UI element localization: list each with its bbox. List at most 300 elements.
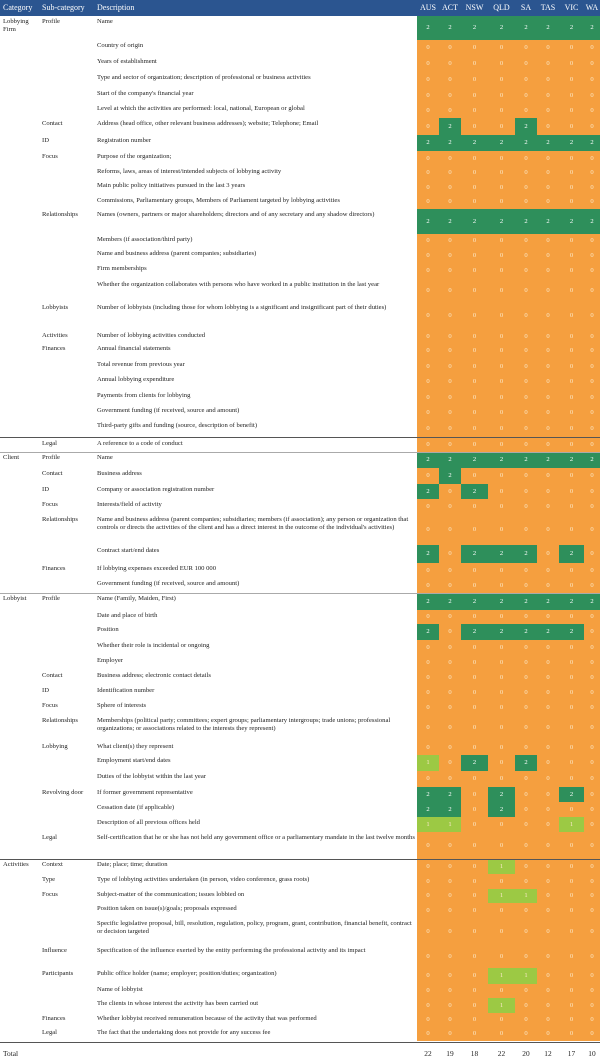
value-cell: 0 — [584, 374, 600, 390]
row-description: Members (if association/third party) — [97, 236, 193, 243]
value-cell: 0 — [537, 405, 559, 420]
value-cell: 0 — [439, 610, 461, 624]
value-cell: 0 — [439, 563, 461, 578]
header-col-wa: WA — [585, 3, 599, 12]
value-cell: 0 — [488, 302, 515, 330]
value-cell: 0 — [461, 151, 488, 166]
value-cell: 0 — [488, 151, 515, 166]
value-cell: 0 — [417, 234, 439, 248]
value-cell: 0 — [537, 563, 559, 578]
section-divider — [0, 1042, 600, 1043]
value-cell: 2 — [488, 135, 515, 151]
value-cell: 2 — [439, 593, 461, 610]
value-cell: 0 — [488, 390, 515, 405]
value-cell: 0 — [537, 234, 559, 248]
value-cell: 0 — [488, 88, 515, 103]
row-subcategory: ID — [42, 687, 49, 694]
value-cell: 0 — [417, 248, 439, 263]
value-cell: 0 — [439, 741, 461, 755]
value-cell: 0 — [584, 151, 600, 166]
value-cell: 0 — [584, 40, 600, 56]
value-cell: 0 — [417, 715, 439, 741]
value-cell: 0 — [537, 343, 559, 359]
header-col-qld: QLD — [493, 3, 510, 12]
table-header — [0, 0, 600, 16]
value-cell: 1 — [439, 817, 461, 832]
value-cell: 0 — [559, 420, 584, 438]
value-cell: 0 — [461, 655, 488, 670]
value-cell: 0 — [584, 903, 600, 918]
value-cell: 0 — [515, 279, 537, 302]
value-cell: 0 — [559, 610, 584, 624]
value-cell: 0 — [439, 859, 461, 874]
value-cell: 0 — [584, 787, 600, 802]
value-cell: 0 — [461, 330, 488, 343]
row-description: Employer — [97, 657, 124, 664]
row-subcategory: Type — [42, 876, 56, 883]
value-cell: 0 — [488, 438, 515, 452]
value-cell: 0 — [537, 1013, 559, 1027]
value-cell: 0 — [488, 330, 515, 343]
value-cell: 0 — [537, 279, 559, 302]
value-cell: 0 — [417, 103, 439, 118]
value-cell: 0 — [559, 578, 584, 593]
value-cell: 2 — [488, 593, 515, 610]
value-cell: 0 — [488, 359, 515, 374]
value-cell: 0 — [488, 56, 515, 72]
value-cell: 0 — [584, 889, 600, 903]
value-cell: 2 — [461, 593, 488, 610]
value-cell: 0 — [584, 700, 600, 715]
row-description: What client(s) they represent — [97, 743, 174, 750]
row-description: Cessation date (if applicable) — [97, 804, 175, 811]
value-cell: 0 — [537, 968, 559, 984]
value-cell: 0 — [461, 984, 488, 998]
value-cell: 0 — [515, 359, 537, 374]
value-cell: 0 — [584, 420, 600, 438]
row-description: Whether their role is incidental or ongoing — [97, 642, 210, 649]
value-cell: 0 — [461, 359, 488, 374]
value-cell: 0 — [461, 640, 488, 655]
value-cell: 0 — [417, 390, 439, 405]
value-cell: 2 — [559, 452, 584, 468]
value-cell: 0 — [537, 610, 559, 624]
value-cell: 0 — [417, 180, 439, 195]
value-cell: 0 — [488, 984, 515, 998]
value-cell: 0 — [461, 234, 488, 248]
row-description: Name — [97, 454, 113, 461]
value-cell: 0 — [515, 88, 537, 103]
value-cell: 0 — [559, 72, 584, 88]
row-description: If lobbying expenses exceeded EUR 100 000 — [97, 565, 217, 572]
value-cell: 0 — [537, 88, 559, 103]
row-category: Lobbying Firm — [3, 18, 29, 33]
value-cell: 0 — [417, 151, 439, 166]
value-cell: 0 — [417, 359, 439, 374]
value-cell: 0 — [417, 166, 439, 180]
value-cell: 0 — [537, 998, 559, 1013]
row-description: Type of lobbying activities undertaken (in person, video conference, grass roots) — [97, 876, 310, 883]
value-cell: 0 — [439, 903, 461, 918]
row-subcategory: Focus — [42, 153, 58, 160]
value-cell: 0 — [584, 1013, 600, 1027]
row-description: The clients in whose interest the activity has been carried out — [97, 1000, 259, 1007]
value-cell: 0 — [461, 998, 488, 1013]
value-cell: 0 — [461, 832, 488, 859]
value-cell: 0 — [559, 468, 584, 484]
row-description: Name and business address (parent companies; subsidiaries; members (if association); any person or organization that controls or directs the activities of the client and has a direct interest in the outcome of the individual's activities) — [97, 516, 409, 531]
row-subcategory: Participants — [42, 970, 74, 977]
value-cell: 0 — [584, 802, 600, 817]
value-cell: 0 — [559, 234, 584, 248]
value-cell: 0 — [537, 655, 559, 670]
value-cell: 0 — [584, 56, 600, 72]
row-description: Sphere of interests — [97, 702, 147, 709]
row-description: Government funding (if received, source and amount) — [97, 407, 240, 414]
value-cell: 0 — [515, 72, 537, 88]
value-cell: 0 — [584, 832, 600, 859]
value-cell: 0 — [461, 670, 488, 685]
value-cell: 2 — [515, 624, 537, 640]
value-cell: 0 — [439, 655, 461, 670]
value-cell: 0 — [439, 374, 461, 390]
value-cell: 0 — [584, 984, 600, 998]
value-cell: 1 — [417, 755, 439, 771]
row-description: Company or association registration number — [97, 486, 215, 493]
value-cell: 0 — [515, 685, 537, 700]
value-cell: 0 — [439, 771, 461, 787]
value-cell: 0 — [584, 874, 600, 889]
value-cell: 0 — [439, 56, 461, 72]
row-subcategory: Contact — [42, 672, 63, 679]
value-cell: 0 — [461, 405, 488, 420]
value-cell: 0 — [461, 438, 488, 452]
total-value: 19 — [446, 1049, 454, 1058]
row-description: Name of lobbyist — [97, 986, 143, 993]
value-cell: 0 — [439, 889, 461, 903]
value-cell: 0 — [559, 330, 584, 343]
row-description: Identification number — [97, 687, 155, 694]
value-cell: 0 — [537, 374, 559, 390]
value-cell: 0 — [439, 103, 461, 118]
row-subcategory: Focus — [42, 702, 58, 709]
row-description: Payments from clients for lobbying — [97, 392, 191, 399]
total-value: 18 — [470, 1049, 479, 1058]
value-cell: 2 — [461, 16, 488, 40]
value-cell: 0 — [584, 234, 600, 248]
value-cell: 0 — [584, 499, 600, 514]
value-cell: 0 — [439, 700, 461, 715]
value-cell: 0 — [417, 968, 439, 984]
row-subcategory: Relationships — [42, 717, 78, 724]
value-cell: 0 — [515, 438, 537, 452]
value-cell: 0 — [559, 374, 584, 390]
value-cell: 0 — [559, 1013, 584, 1027]
row-description: Annual lobbying expenditure — [97, 376, 175, 383]
value-cell: 0 — [439, 945, 461, 968]
value-cell: 0 — [559, 945, 584, 968]
value-cell: 0 — [559, 968, 584, 984]
value-cell: 0 — [461, 499, 488, 514]
value-cell: 0 — [584, 279, 600, 302]
value-cell: 0 — [417, 832, 439, 859]
section-divider — [0, 859, 600, 860]
value-cell: 0 — [559, 180, 584, 195]
header-col-nsw: NSW — [465, 3, 484, 12]
value-cell: 1 — [515, 968, 537, 984]
value-cell: 0 — [488, 279, 515, 302]
value-cell: 0 — [559, 151, 584, 166]
row-subcategory: Finances — [42, 565, 66, 572]
value-cell: 0 — [488, 817, 515, 832]
value-cell: 2 — [439, 209, 461, 234]
value-cell: 0 — [559, 263, 584, 279]
value-cell: 1 — [488, 968, 515, 984]
value-cell: 0 — [461, 918, 488, 945]
value-cell: 1 — [559, 817, 584, 832]
value-cell: 0 — [515, 40, 537, 56]
value-cell: 2 — [439, 135, 461, 151]
value-cell: 0 — [537, 40, 559, 56]
value-cell: 0 — [439, 420, 461, 438]
value-cell: 0 — [439, 484, 461, 499]
value-cell: 2 — [584, 452, 600, 468]
value-cell: 0 — [488, 945, 515, 968]
total-value: 22 — [424, 1049, 432, 1058]
value-cell: 0 — [584, 248, 600, 263]
value-cell: 0 — [417, 374, 439, 390]
value-cell: 0 — [559, 563, 584, 578]
row-subcategory: Legal — [42, 440, 58, 447]
value-cell: 0 — [559, 248, 584, 263]
row-subcategory: Focus — [42, 891, 58, 898]
value-cell: 0 — [559, 685, 584, 700]
value-cell: 2 — [584, 16, 600, 40]
row-description: Type and sector of organization; description of professional or business activities — [97, 74, 311, 81]
value-cell: 0 — [537, 180, 559, 195]
value-cell: 2 — [559, 787, 584, 802]
value-cell: 0 — [461, 817, 488, 832]
value-cell: 0 — [439, 263, 461, 279]
value-cell: 1 — [488, 998, 515, 1013]
row-subcategory: Profile — [42, 18, 60, 25]
value-cell: 0 — [584, 755, 600, 771]
value-cell: 0 — [417, 279, 439, 302]
value-cell: 0 — [439, 234, 461, 248]
row-description: Specification of the influence exerted by the entity performing the professional activity and its impact — [97, 947, 366, 954]
value-cell: 0 — [537, 56, 559, 72]
value-cell: 0 — [461, 374, 488, 390]
row-description: Government funding (if received, source and amount) — [97, 580, 240, 587]
row-description: Name — [97, 18, 113, 25]
value-cell: 2 — [559, 624, 584, 640]
row-description: Name (Family, Maiden, First) — [97, 595, 176, 602]
value-cell: 0 — [515, 563, 537, 578]
value-cell: 0 — [515, 514, 537, 545]
value-cell: 0 — [515, 700, 537, 715]
value-cell: 0 — [584, 578, 600, 593]
row-subcategory: Context — [42, 861, 63, 868]
value-cell: 0 — [515, 578, 537, 593]
section-divider — [0, 437, 600, 438]
value-cell: 0 — [559, 984, 584, 998]
value-cell: 0 — [515, 859, 537, 874]
value-cell: 0 — [461, 56, 488, 72]
value-cell: 2 — [559, 593, 584, 610]
row-description: The fact that the undertaking does not provide for any success fee — [97, 1029, 271, 1036]
value-cell: 0 — [488, 1013, 515, 1027]
value-cell: 0 — [461, 180, 488, 195]
value-cell: 0 — [461, 903, 488, 918]
value-cell: 0 — [439, 390, 461, 405]
value-cell: 0 — [515, 343, 537, 359]
value-cell: 0 — [417, 685, 439, 700]
row-subcategory: Legal — [42, 834, 58, 841]
value-cell: 0 — [417, 195, 439, 209]
value-cell: 0 — [417, 468, 439, 484]
value-cell: 0 — [584, 918, 600, 945]
value-cell: 0 — [559, 405, 584, 420]
row-description: Subject-matter of the communication; issues lobbied on — [97, 891, 245, 898]
value-cell: 0 — [537, 263, 559, 279]
value-cell: 0 — [537, 859, 559, 874]
value-cell: 0 — [537, 499, 559, 514]
row-subcategory: Finances — [42, 345, 66, 352]
value-cell: 0 — [488, 640, 515, 655]
row-description: A reference to a code of conduct — [97, 440, 183, 447]
value-cell: 0 — [537, 118, 559, 135]
row-subcategory: Revolving door — [42, 789, 84, 796]
value-cell: 2 — [417, 545, 439, 563]
value-cell: 1 — [488, 889, 515, 903]
value-cell: 0 — [515, 984, 537, 998]
row-subcategory: ID — [42, 137, 49, 144]
value-cell: 0 — [417, 302, 439, 330]
row-description: Years of establishment — [97, 58, 157, 65]
value-cell: 0 — [559, 715, 584, 741]
row-description: Number of lobbying activities conducted — [97, 332, 206, 339]
value-cell: 0 — [488, 578, 515, 593]
value-cell: 2 — [439, 468, 461, 484]
value-cell: 0 — [584, 72, 600, 88]
value-cell: 0 — [461, 968, 488, 984]
value-cell: 0 — [439, 1013, 461, 1027]
value-cell: 0 — [559, 700, 584, 715]
row-description: Number of lobbyists (including those for whom lobbying is a significant and insignificant part of their duties) — [97, 304, 387, 311]
value-cell: 0 — [537, 771, 559, 787]
value-cell: 0 — [515, 499, 537, 514]
header-col-vic: VIC — [564, 3, 579, 12]
value-cell: 2 — [559, 209, 584, 234]
value-cell: 0 — [537, 984, 559, 998]
row-subcategory: Contact — [42, 470, 63, 477]
value-cell: 0 — [584, 302, 600, 330]
value-cell: 0 — [488, 874, 515, 889]
value-cell: 0 — [537, 302, 559, 330]
value-cell: 2 — [461, 545, 488, 563]
value-cell: 0 — [488, 655, 515, 670]
value-cell: 0 — [439, 72, 461, 88]
section-divider — [0, 452, 600, 453]
value-cell: 0 — [439, 640, 461, 655]
value-cell: 0 — [584, 624, 600, 640]
value-cell: 0 — [537, 514, 559, 545]
value-cell: 0 — [417, 563, 439, 578]
value-cell: 0 — [584, 859, 600, 874]
value-cell: 2 — [559, 16, 584, 40]
value-cell: 2 — [515, 452, 537, 468]
value-cell: 0 — [559, 802, 584, 817]
value-cell: 2 — [488, 452, 515, 468]
value-cell: 0 — [488, 700, 515, 715]
value-cell: 0 — [439, 874, 461, 889]
value-cell: 0 — [461, 945, 488, 968]
value-cell: 0 — [417, 578, 439, 593]
value-cell: 0 — [559, 343, 584, 359]
value-cell: 0 — [488, 1027, 515, 1041]
value-cell: 0 — [461, 263, 488, 279]
value-cell: 0 — [488, 563, 515, 578]
row-description: Employment start/end dates — [97, 757, 171, 764]
value-cell: 0 — [537, 248, 559, 263]
value-cell: 0 — [584, 715, 600, 741]
value-cell: 0 — [439, 151, 461, 166]
value-cell: 2 — [417, 452, 439, 468]
value-cell: 0 — [537, 945, 559, 968]
value-cell: 2 — [439, 118, 461, 135]
row-description: Third-party gifts and funding (source, description of benefit) — [97, 422, 258, 429]
value-cell: 0 — [515, 832, 537, 859]
row-subcategory: Relationships — [42, 516, 78, 523]
value-cell: 0 — [461, 741, 488, 755]
value-cell: 0 — [537, 889, 559, 903]
value-cell: 0 — [537, 874, 559, 889]
value-cell: 0 — [461, 700, 488, 715]
value-cell: 2 — [515, 593, 537, 610]
value-cell: 0 — [559, 832, 584, 859]
total-value: 20 — [522, 1049, 530, 1058]
total-value: 10 — [588, 1049, 596, 1058]
value-cell: 2 — [515, 118, 537, 135]
value-cell: 0 — [417, 514, 439, 545]
value-cell: 0 — [584, 771, 600, 787]
header-col-tas: TAS — [540, 3, 556, 12]
value-cell: 0 — [584, 195, 600, 209]
row-subcategory: Relationships — [42, 211, 78, 218]
value-cell: 0 — [559, 484, 584, 499]
value-cell: 0 — [439, 343, 461, 359]
header-subcategory: Sub-category — [42, 3, 85, 12]
value-cell: 0 — [417, 263, 439, 279]
row-category: Client — [3, 454, 20, 461]
value-cell: 0 — [537, 545, 559, 563]
value-cell: 0 — [417, 343, 439, 359]
value-cell: 0 — [488, 343, 515, 359]
value-cell: 0 — [559, 88, 584, 103]
value-cell: 0 — [537, 151, 559, 166]
row-description: Position — [97, 626, 119, 633]
value-cell: 0 — [584, 166, 600, 180]
value-cell: 0 — [584, 118, 600, 135]
value-cell: 0 — [537, 670, 559, 685]
value-cell: 0 — [488, 499, 515, 514]
value-cell: 0 — [461, 889, 488, 903]
value-cell: 2 — [559, 545, 584, 563]
value-cell: 0 — [584, 330, 600, 343]
value-cell: 0 — [559, 359, 584, 374]
value-cell: 0 — [515, 166, 537, 180]
value-cell: 0 — [515, 405, 537, 420]
